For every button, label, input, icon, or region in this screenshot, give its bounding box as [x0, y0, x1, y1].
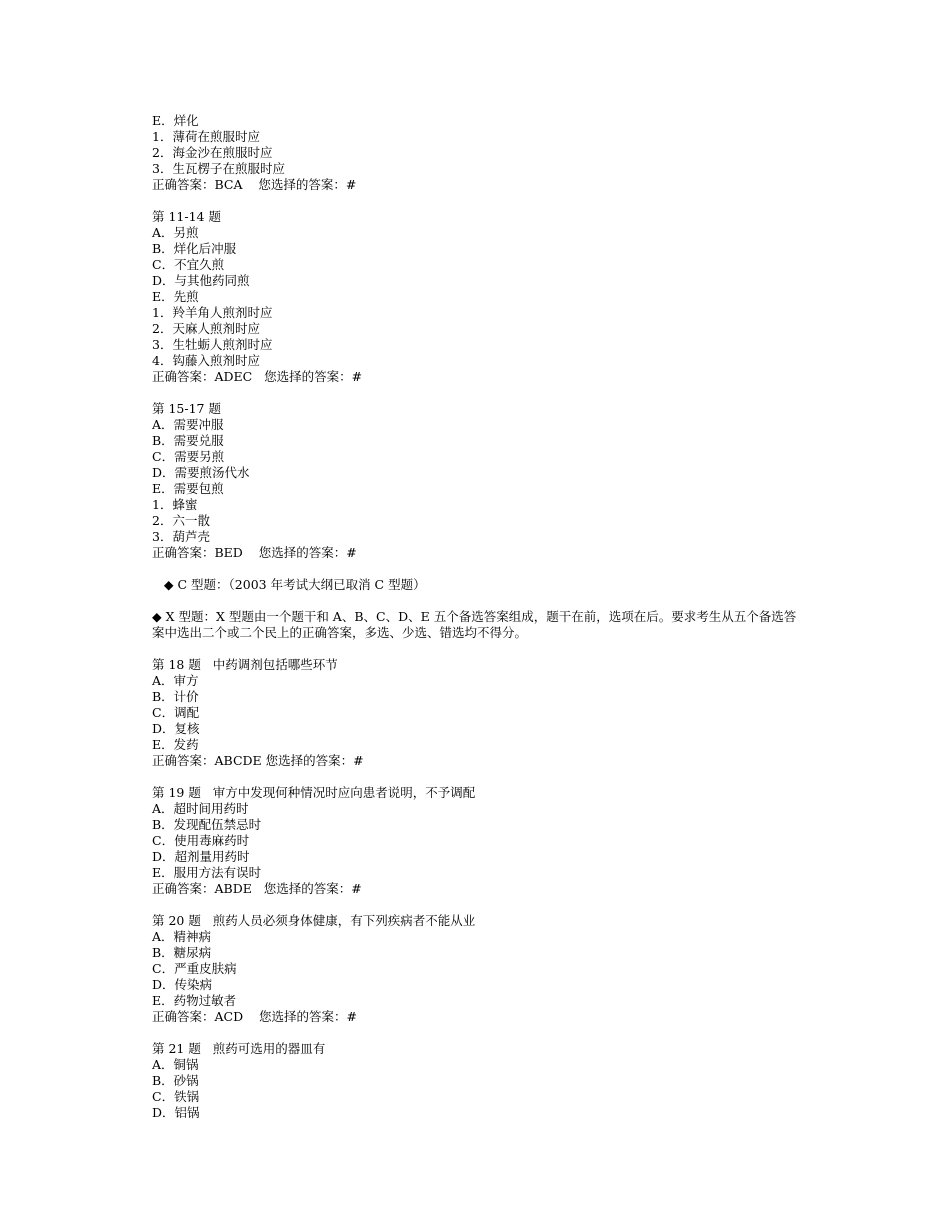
question-item-2: 2．六一散 — [152, 513, 210, 528]
option-b: B．砂锅 — [152, 1073, 199, 1088]
section-note-x-type: ◆ X 型题：X 型题由一个题干和 A、B、C、D、E 五个备选答案组成，题干在前，选项在后。要求考生从五个备选答案中选出二个或二个民上的正确答案，多选、少选、错选均不得分。 — [152, 609, 797, 640]
option-c: C．需要另煎 — [152, 449, 225, 464]
option-b: B．糖尿病 — [152, 945, 212, 960]
option-a: A．审方 — [152, 673, 199, 688]
document-body — [152, 113, 802, 1121]
question-heading: 第 20 题 煎药人员必须身体健康，有下列疾病者不能从业 — [152, 913, 476, 928]
option-c: C．铁锅 — [152, 1089, 200, 1104]
question-heading: 第 19 题 审方中发现何种情况时应向患者说明，不予调配 — [152, 785, 476, 800]
option-d: D．传染病 — [152, 977, 213, 992]
question-heading: 第 15-17 题 — [152, 401, 221, 416]
option-e: E．烊化 — [152, 113, 199, 128]
question-item-3: 3．葫芦壳 — [152, 529, 210, 544]
question-item-1: 1．蜂蜜 — [152, 497, 198, 512]
option-d: D．需要煎汤代水 — [152, 465, 250, 480]
question-item-4: 4．钩藤入煎剂时应 — [152, 353, 260, 368]
option-c: C．严重皮肤病 — [152, 961, 237, 976]
option-d: D．铝锅 — [152, 1105, 200, 1120]
option-d: D．与其他药同煎 — [152, 273, 250, 288]
option-a: A．精神病 — [152, 929, 212, 944]
answer-line: 正确答案：BCA 您选择的答案：# — [152, 177, 357, 192]
answer-line: 正确答案：BED 您选择的答案：# — [152, 545, 357, 560]
option-b: B．计价 — [152, 689, 199, 704]
question-heading: 第 21 题 煎药可选用的器皿有 — [152, 1041, 326, 1056]
answer-line: 正确答案：ABCDE 您选择的答案：# — [152, 753, 364, 768]
answer-line: 正确答案：ACD 您选择的答案：# — [152, 1009, 357, 1024]
question-heading: 第 11-14 题 — [152, 209, 221, 224]
option-a: A．需要冲服 — [152, 417, 224, 432]
question-item-1: 1．羚羊角人煎剂时应 — [152, 305, 273, 320]
answer-line: 正确答案：ABDE 您选择的答案：# — [152, 881, 362, 896]
answer-line: 正确答案：ADEC 您选择的答案：# — [152, 369, 363, 384]
option-d: D．复核 — [152, 721, 200, 736]
question-item-2: 2．海金沙在煎服时应 — [152, 145, 273, 160]
option-c: C．使用毒麻药时 — [152, 833, 250, 848]
option-e: E．药物过敏者 — [152, 993, 237, 1008]
option-a: A．另煎 — [152, 225, 199, 240]
question-item-1: 1．薄荷在煎服时应 — [152, 129, 260, 144]
option-e: E．先煎 — [152, 289, 199, 304]
option-b: B．烊化后冲服 — [152, 241, 237, 256]
question-item-2: 2．天麻人煎剂时应 — [152, 321, 260, 336]
section-note-c-type: ◆ C 型题：（2003 年考试大纲已取消 C 型题） — [152, 577, 426, 592]
option-b: B．发现配伍禁忌时 — [152, 817, 262, 832]
option-a: A．超时间用药时 — [152, 801, 249, 816]
option-e: E．服用方法有误时 — [152, 865, 262, 880]
question-heading: 第 18 题 中药调剂包括哪些环节 — [152, 657, 338, 672]
option-e: E．需要包煎 — [152, 481, 224, 496]
option-b: B．需要兑服 — [152, 433, 224, 448]
option-a: A．铜锅 — [152, 1057, 199, 1072]
option-c: C．调配 — [152, 705, 200, 720]
option-c: C．不宜久煎 — [152, 257, 225, 272]
question-item-3: 3．生瓦楞子在煎服时应 — [152, 161, 285, 176]
option-d: D．超剂量用药时 — [152, 849, 250, 864]
option-e: E．发药 — [152, 737, 199, 752]
question-item-3: 3．生牡蛎人煎剂时应 — [152, 337, 273, 352]
